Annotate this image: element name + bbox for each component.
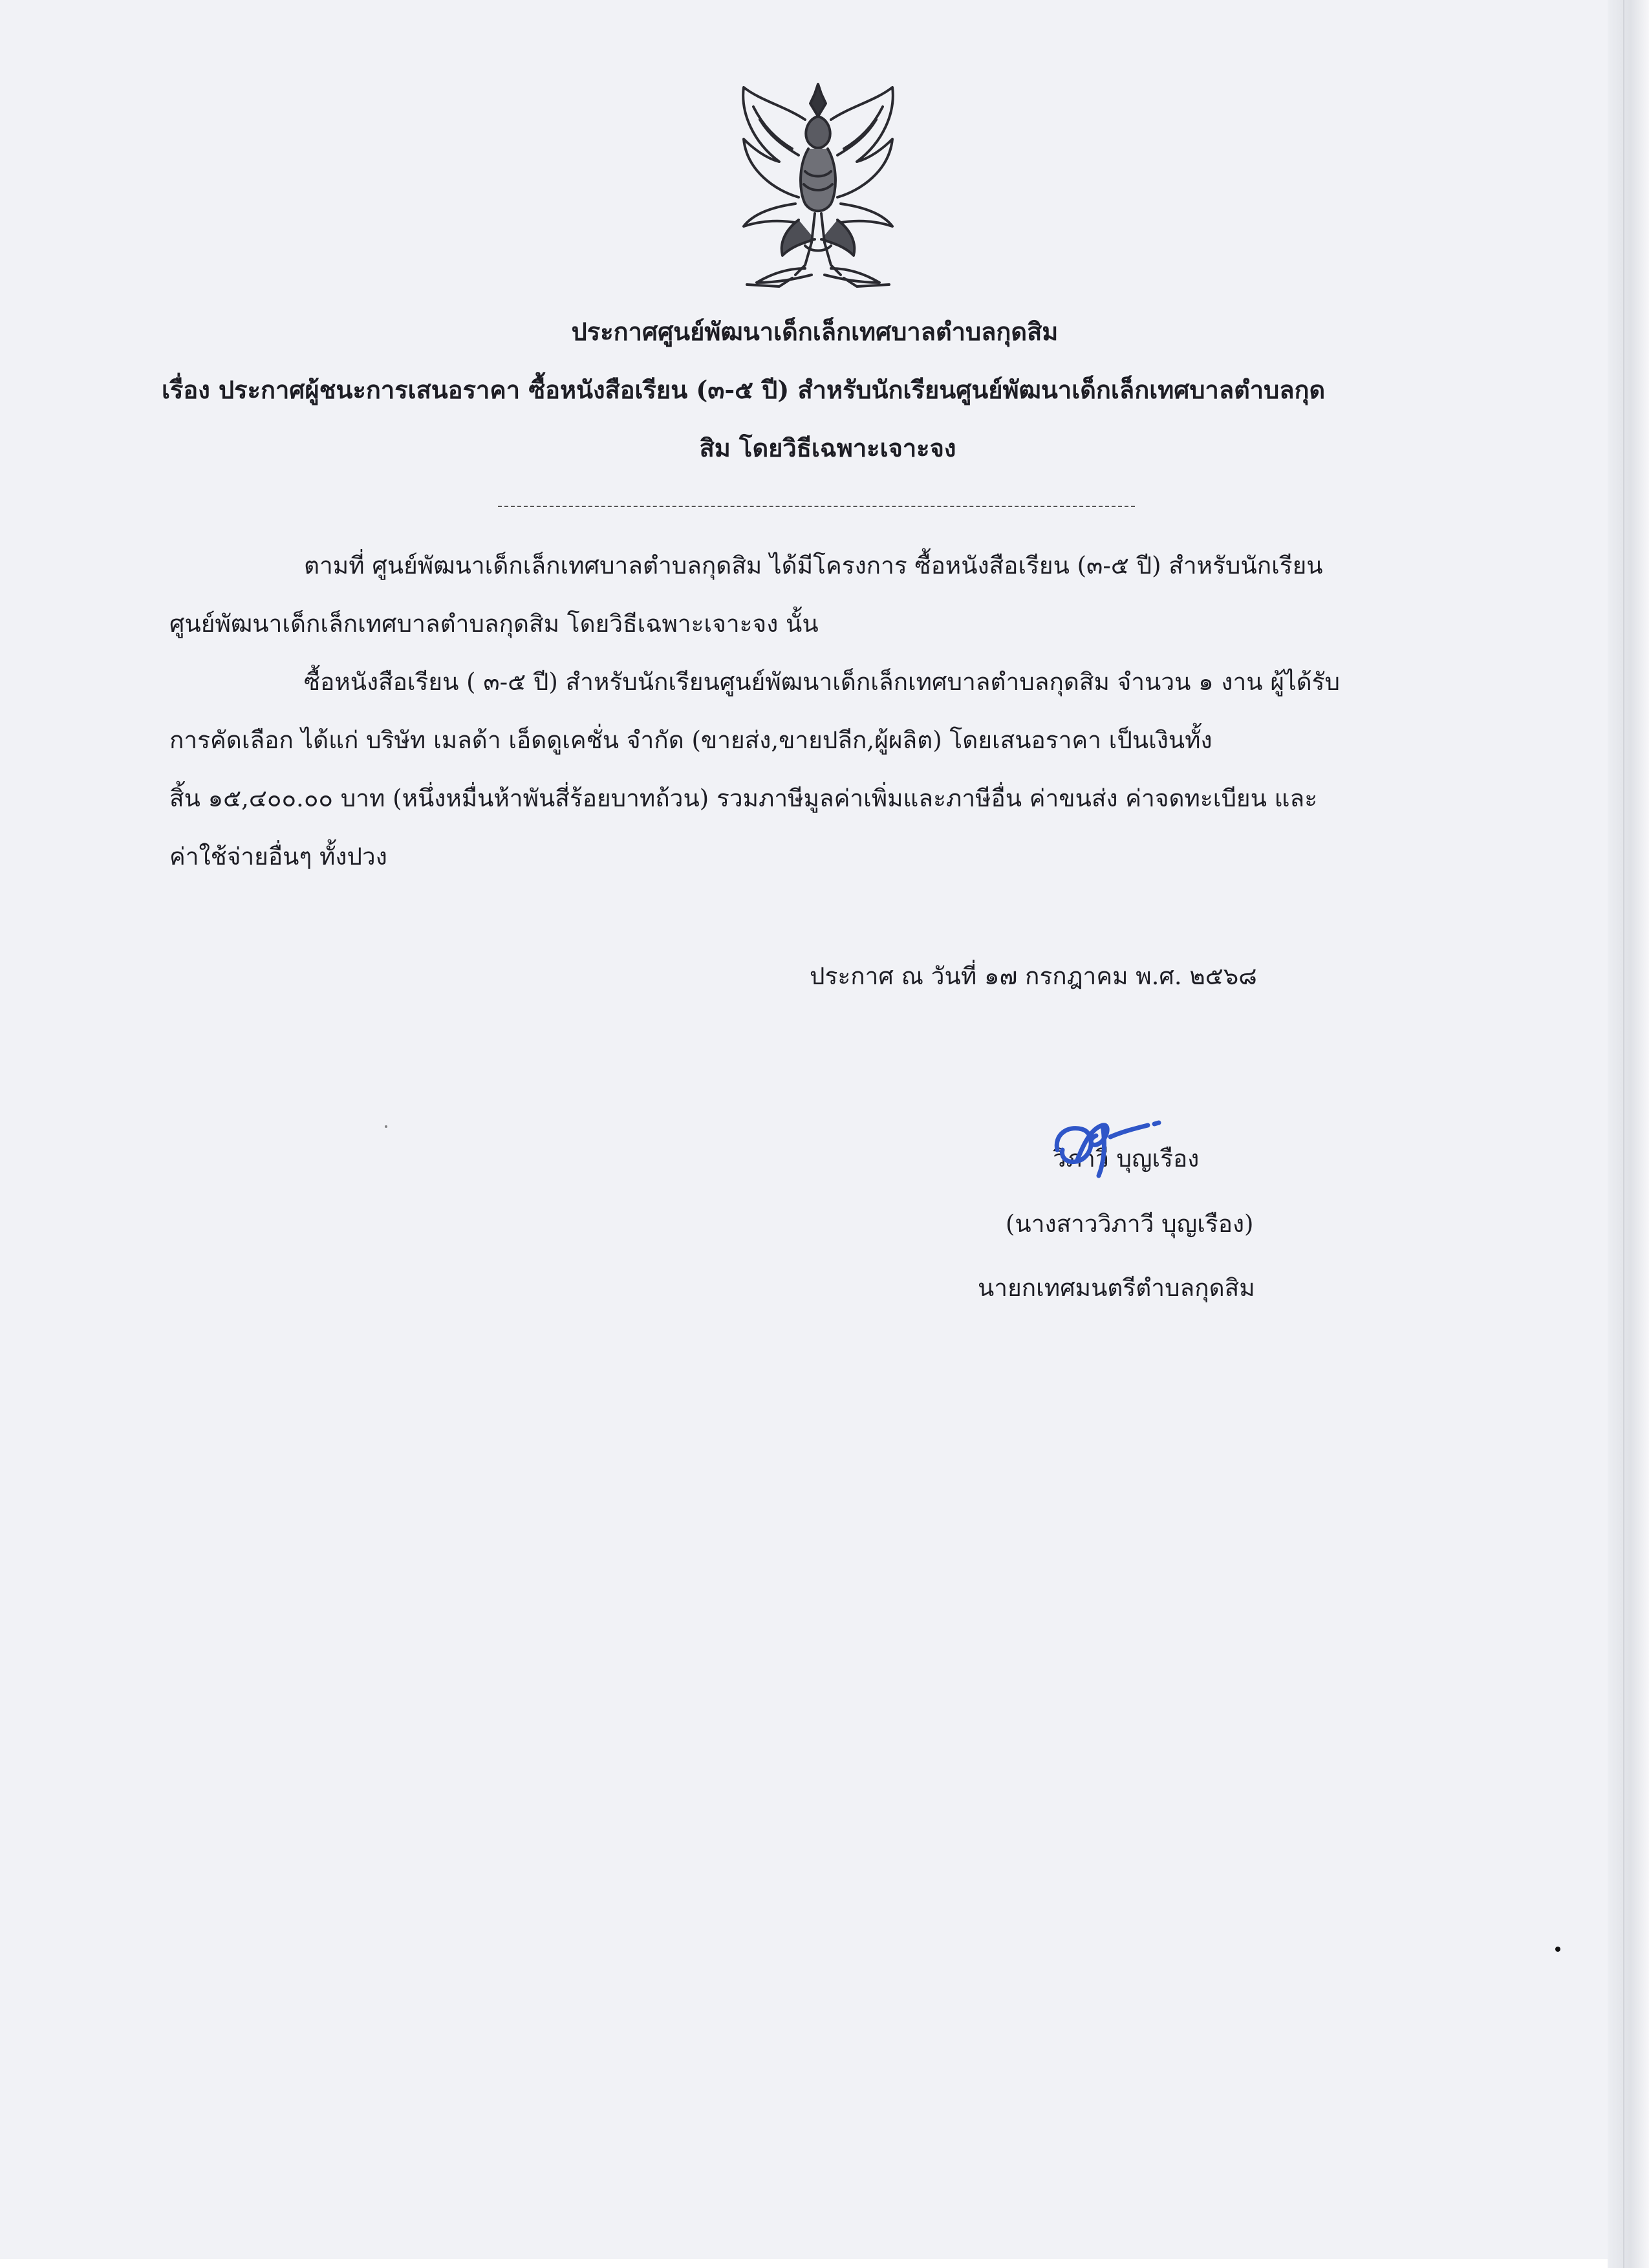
heading-divider bbox=[498, 506, 1135, 507]
scan-bottom-margin bbox=[0, 2259, 1608, 2268]
paragraph-1-line: ศูนย์พัฒนาเด็กเล็กเทศบาลตำบลกุดสิม โดยวิธีเฉพาะเจาะจง นั้น bbox=[169, 610, 819, 638]
scan-speck bbox=[385, 1125, 387, 1128]
document-title: ประกาศศูนย์พัฒนาเด็กเล็กเทศบาลตำบลกุดสิม bbox=[571, 317, 1059, 346]
scan-speck bbox=[1555, 1947, 1560, 1952]
signatory-full-name: (นางสาววิภาวี บุญเรือง) bbox=[1006, 1210, 1254, 1238]
paragraph-2-line: การคัดเลือก ได้แก่ บริษัท เมลด้า เอ็ดดูเคชั่น จำกัด (ขายส่ง,ขายปลีก,ผู้ผลิต) โดยเสนอราคา เป็นเงินทั้ง bbox=[169, 726, 1212, 754]
signatory-position: นายกเทศมนตรีตำบลกุดสิม bbox=[978, 1274, 1255, 1302]
paragraph-2-line: ซื้อหนังสือเรียน ( ๓-๕ ปี) สำหรับนักเรียนศูนย์พัฒนาเด็กเล็กเทศบาลตำบลกุดสิม จำนวน ๑ งาน ผู้ได้รับ bbox=[304, 668, 1341, 696]
paragraph-1-line: ตามที่ ศูนย์พัฒนาเด็กเล็กเทศบาลตำบลกุดสิม ได้มีโครงการ ซื้อหนังสือเรียน (๓-๕ ปี) สำหรับนักเรียน bbox=[304, 552, 1323, 579]
signature-printed-name: วิภาวี บุญเรือง bbox=[1053, 1145, 1200, 1172]
handwritten-signature bbox=[1031, 1099, 1232, 1183]
paragraph-2-line: ค่าใช้จ่ายอื่นๆ ทั้งปวง bbox=[169, 843, 387, 870]
paragraph-2-line: สิ้น ๑๕,๔๐๐.๐๐ บาท (หนึ่งหมื่นห้าพันสี่ร้อยบาทถ้วน) รวมภาษีมูลค่าเพิ่มและภาษีอื่น ค่าขนส่ง ค่าจดทะเบียน และ bbox=[169, 784, 1318, 812]
garuda-emblem-icon bbox=[708, 81, 928, 294]
announcement-date: ประกาศ ณ วันที่ ๑๗ กรกฎาคม พ.ศ. ๒๕๖๘ bbox=[810, 962, 1257, 990]
document-subject-line-1: เรื่อง ประกาศผู้ชนะการเสนอราคา ซื้อหนังสือเรียน (๓-๕ ปี) สำหรับนักเรียนศูนย์พัฒนาเด็กเล็กเทศบาลตำบลกุด bbox=[162, 375, 1326, 404]
document-subject-line-2: สิม โดยวิธีเฉพาะเจาะจง bbox=[699, 433, 956, 462]
